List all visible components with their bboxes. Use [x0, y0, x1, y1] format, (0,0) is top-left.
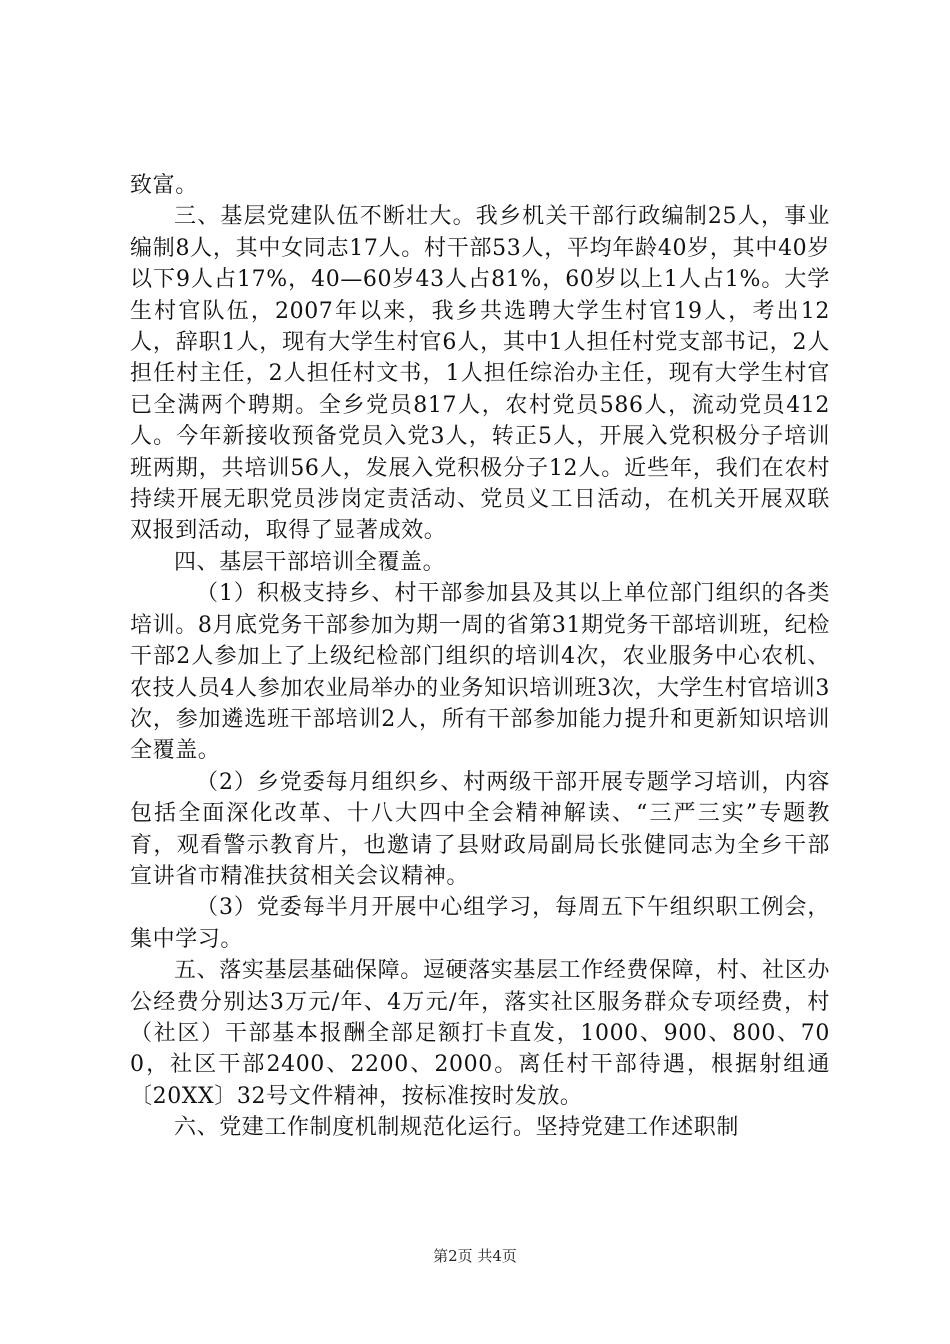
- paragraph-section-3: 三、基层党建队伍不断壮大。我乡机关干部行政编制25人，事业编制8人，其中女同志17人。村干部53人，平均年龄40岁，其中40岁以下9人占17%，40—60岁43人占81%，60岁以上1人占1%。大学生村官队伍，2007年以来，我乡共选聘大学生村官19人，考出12人，辞职1人，现有大学生村官6人，其中1人担任村党支部书记，2人担任村主任，2人担任村文书，1人担任综治办主任，现有大学生村官已全满两个聘期。全乡党员817人，农村党员586人，流动党员412人。今年新接收预备党员入党3人，转正5人，开展入党积极分子培训班两期，共培训56人，发展入党积极分子12人。近些年，我们在农村持续开展无职党员涉岗定责活动、党员义工日活动，在机关开展双联双报到活动，取得了显著成效。: [130, 204, 830, 544]
- document-body: [130, 170, 830, 1144]
- paragraph-section-5: 五、落实基层基础保障。逗硬落实基层工作经费保障，村、社区办公经费分别达3万元/年、4万元/年，落实社区服务群众专项经费，村（社区）干部基本报酬全部足额打卡直发，1000、900、800、700，社区干部2400、2200、2000。离任村干部待遇，根据射组通〔20XX〕32号文件精神，按标准按时发放。: [130, 958, 830, 1109]
- paragraph-section-4-heading: 四、基层干部培训全覆盖。: [174, 549, 446, 575]
- page-number-footer: 第2页 共4页: [433, 1247, 517, 1265]
- paragraph-continuation: 致富。: [130, 173, 198, 198]
- paragraph-section-4-item-2: （2）乡党委每月组织乡、村两级干部开展专题学习培训，内容包括全面深化改革、十八大四中全会精神解读、“三严三实”专题教育，观看警示教育片，也邀请了县财政局副局长张健同志为全乡干部宣讲省市精准扶贫相关会议精神。: [130, 769, 830, 889]
- paragraph-section-6: 六、党建工作制度机制规范化运行。坚持党建工作述职制: [174, 1115, 740, 1141]
- paragraph-section-4-item-3: （3）党委每半月开展中心组学习，每周五下午组织职工例会，集中学习。: [130, 895, 830, 952]
- paragraph-section-4-item-1: （1）积极支持乡、村干部参加县及其以上单位部门组织的各类培训。8月底党务干部参加为期一周的省第31期党务干部培训班，纪检干部2人参加上了上级纪检部门组织的培训4次，农业服务中心农机、农技人员4人参加农业局举办的业务知识培训班3次，大学生村官培训3次，参加遴选班干部培训2人，所有干部参加能力提升和更新知识培训全覆盖。: [130, 581, 830, 764]
